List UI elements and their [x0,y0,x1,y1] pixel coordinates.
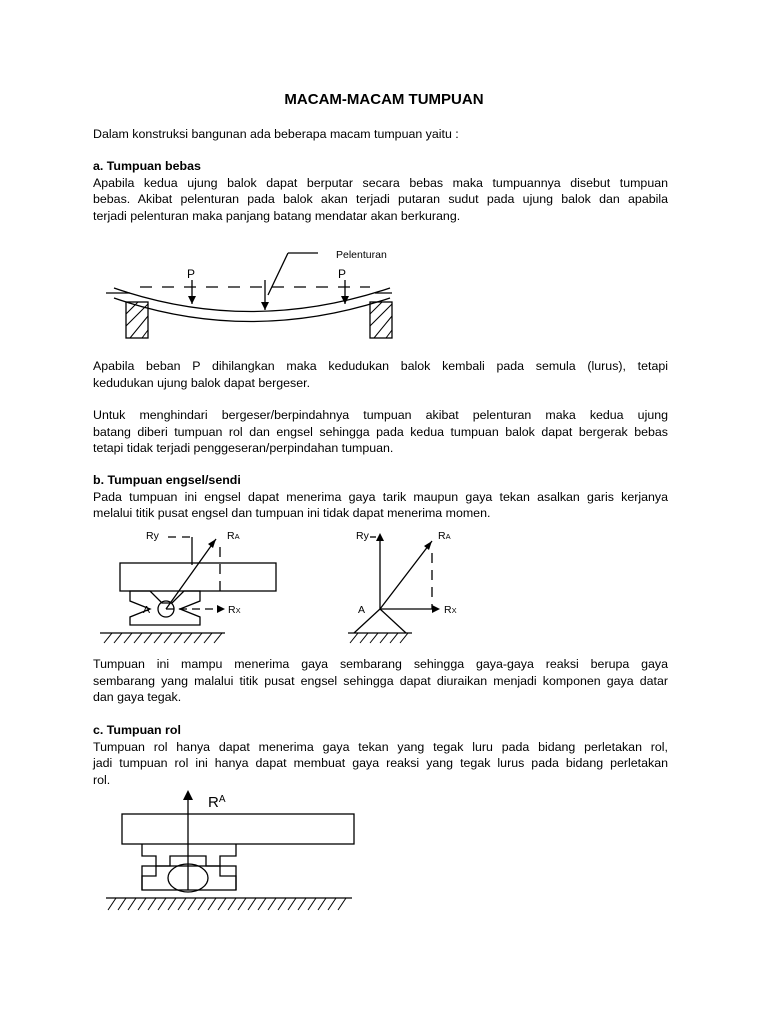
section-a-para1-line2: bebas. Akibat pelenturan pada balok akan terjadi putaran sudut pada ujung balok dan apabila [93,192,668,207]
ra-sub-right: A [445,532,451,541]
hinge-support-figure-left [100,525,300,650]
section-a-para3-line3: tetapi tidak terjadi penggeseran/perpindahan tumpuan. [93,441,394,456]
section-a-para1-line3: terjadi pelenturan maka panjang batang mendatar akan berkurang. [93,208,461,223]
ry-label-left: Ry [146,530,159,542]
section-b-para2-line2: sembarang yang malalui titik pusat engsel sehingga dapat diuraikan menjadi komponen gaya datar [93,673,668,688]
svg-text:RA [208,794,226,811]
rx-label-left: R [228,604,236,616]
section-c-para1-line2: jadi tumpuan rol ini hanya dapat membuat gaya reaksi yang tegak lurus pada bidang perletakan [93,756,668,771]
section-b [93,472,668,522]
section-b-para1-line1: Pada tumpuan ini engsel dapat menerima gaya tarik maupun gaya tekan asalkan garis kerjanya [93,489,668,504]
section-a-para3 [93,407,668,457]
ra-label-left: R [227,530,235,542]
p-right-label: P [338,267,347,281]
section-c-para1-line1: Tumpuan rol hanya dapat menerima gaya tekan yang tegak luru pada bidang perletakan rol, [93,739,668,754]
section-a-para2-line2: kedudukan ujung balok dapat bergeser. [93,375,311,390]
section-c [93,722,668,788]
section-b-para2 [93,656,668,706]
svg-text:RA [438,530,451,542]
p-left-label: P [187,267,196,281]
rx-label-right: R [444,604,452,616]
ry-label-right: Ry [356,530,369,542]
hinge-support-figure-right [340,525,500,650]
section-a-para2-line1: Apabila beban P dihilangkan maka kedudukan balok kembali pada semula (lurus), tetapi [93,359,668,373]
section-a-para3-line2: batang diberi tumpuan rol dan engsel sehingga pada kedua tumpuan balok dapat bergerak bebas [93,424,668,439]
section-b-para2-line3: dan gaya tegak. [93,690,182,705]
ra-label-roller: R [208,794,219,811]
ra-label-right: R [438,530,446,542]
roller-support-figure [100,790,370,920]
svg-text:RA [227,530,240,542]
section-a-para3-line1: Untuk menghindari bergeser/berpindahnya tumpuan akibat pelenturan maka kedua ujung [93,408,668,422]
page-title: MACAM-MACAM TUMPUAN [284,91,484,108]
section-c-para1-line3: rol. [93,772,111,787]
svg-text:RX [444,604,457,616]
rx-sub-left: X [235,606,241,615]
pelenturan-label: Pelenturan [336,249,387,261]
section-a-para1-line1: Apabila kedua ujung balok dapat berputar secara bebas maka tumpuannya disebut tumpuan [93,175,668,190]
simple-support-figure [100,240,400,340]
section-a-para2 [93,358,668,391]
ra-sub-roller: A [218,794,226,805]
section-b-para2-line1: Tumpuan ini mampu menerima gaya sembarang sehingga gaya-gaya reaksi berupa gaya [93,657,668,671]
intro-text: Dalam konstruksi bangunan ada beberapa macam tumpuan yaitu : [93,127,459,141]
ra-sub-left: A [234,532,240,541]
svg-text:RX [228,604,241,616]
section-b-para1-line2: melalui titik pusat engsel dan tumpuan ini tidak dapat menerima momen. [93,506,491,521]
section-b-heading: b. Tumpuan engsel/sendi [93,473,241,487]
section-c-heading: c. Tumpuan rol [93,723,181,737]
section-a-heading: a. Tumpuan bebas [93,159,201,173]
a-label-left: A [143,604,151,616]
a-label-right: A [358,604,366,616]
rx-sub-right: X [451,606,457,615]
section-a [93,158,668,224]
